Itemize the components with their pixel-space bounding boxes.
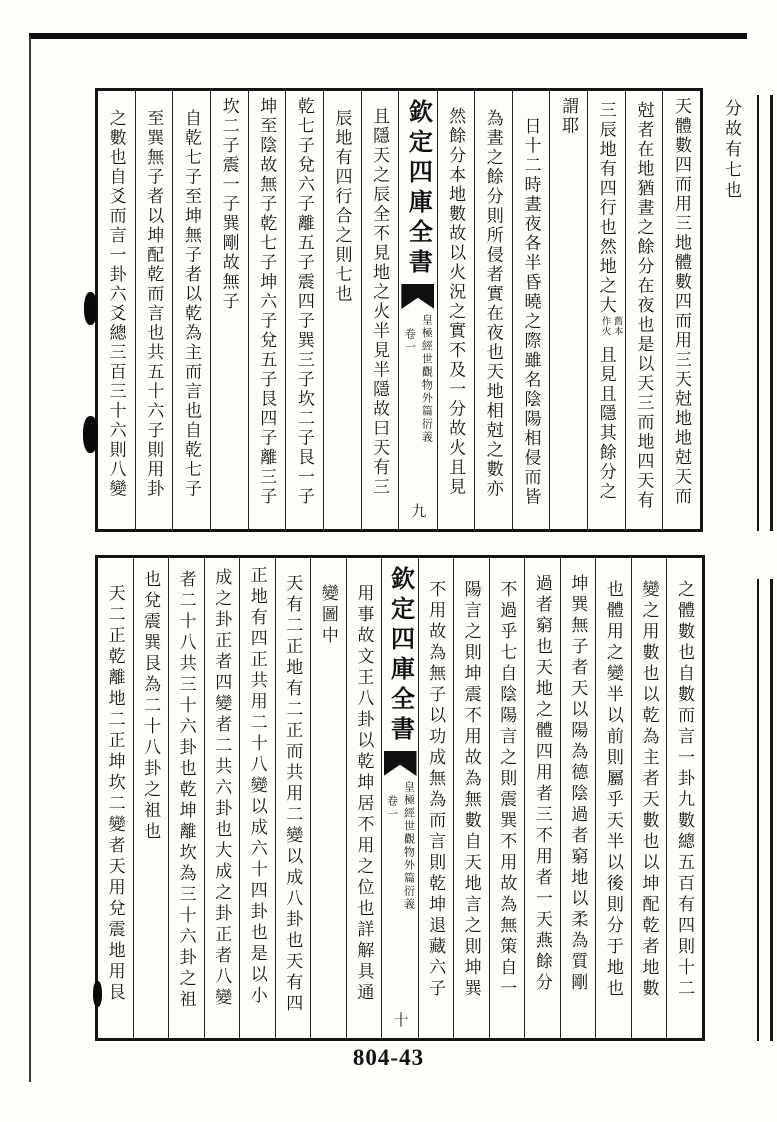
footer-plate-number: 804-43 (352, 1045, 425, 1070)
fishtail-ornament-icon (401, 284, 434, 309)
text-column: 變圖中 (310, 558, 346, 1038)
note-right-line: 舊本 (611, 315, 622, 336)
banxin-subtitle (384, 781, 417, 1012)
text-column: 乾七子兌六子離五子震四子巽三子坎二子艮一子 (285, 91, 323, 529)
text-column (587, 91, 625, 529)
scan-frame-left (29, 36, 31, 1082)
folio-number: 十 (391, 1012, 408, 1027)
text-column: 天有二正地有二正而共用二變以成八卦也天有四 (275, 558, 311, 1038)
note-left-line: 作火 (599, 315, 610, 336)
text-column: 也兌震巽艮為二十八卦之祖也 (133, 558, 169, 1038)
text-column: 天體數四而用三地體數四而用三天尅地地尅天而 (662, 91, 700, 529)
interlinear-note (597, 316, 623, 346)
text-column: 成之卦正者四變者二共六卦也大成之卦正者八變 (204, 558, 240, 1038)
scan-frame-top (29, 33, 747, 39)
text-column: 且隱天之辰全不見地之火半見半隱故曰天有三 (361, 91, 399, 529)
text-column: 尅者在地猶晝之餘分在夜也是以天三而地四天有 (625, 91, 663, 529)
text-column: 自乾七子至坤無子者以乾為主而言也自乾七子 (172, 91, 210, 529)
book-title: 皇極經世觀物外篇衍義 (402, 781, 415, 911)
text-column: 之體數也自數而言一卦九數總五百有四則十二 (666, 558, 702, 1038)
text-column: 陽言之則坤震不用故為無數自天地言之則坤巽 (453, 558, 489, 1038)
margin-rule (757, 579, 759, 1041)
column-text: 且見且隱其餘分之 (596, 345, 616, 502)
banxin-series-title: 欽定四庫全書 (386, 566, 413, 746)
volume-label: 卷一 (403, 328, 416, 354)
text-column: 不用故為無子以功成無為而言則乾坤退藏六子 (418, 558, 454, 1038)
text-column: 辰地有四行合之則七也 (323, 91, 361, 529)
text-column: 正地有四正共用二十八變以成六十四卦也是以小 (239, 558, 275, 1038)
ink-blot (93, 981, 102, 1007)
margin-note-column: 分故有七也 (722, 99, 741, 202)
text-column: 之數也自爻而言一卦六爻總三百三十六則八變 (106, 109, 126, 499)
book-title: 皇極經世觀物外篇衍義 (420, 314, 433, 444)
margin-rule (757, 95, 759, 531)
text-column: 為晝之餘分則所侵者實在夜也天地相尅之數亦 (474, 91, 512, 529)
banxin-series-title: 欽定四庫全書 (404, 99, 431, 279)
text-column: 至巽無子者以坤配乾而言也共五十六子則用卦 (135, 91, 173, 529)
text-column: 然餘分本地數故以火況之實不及一分故火且見 (437, 91, 475, 529)
margin-rule (770, 95, 773, 531)
margin-rule (770, 579, 773, 1041)
banxin-column (398, 91, 436, 529)
banxin-subtitle (401, 314, 434, 503)
folio-number: 九 (409, 503, 426, 518)
text-column: 坤至陰故無子乾七子坤六子兌五子艮四子離三子 (248, 91, 286, 529)
text-column: 不過乎七自陰陽言之則震巽不用故為無策自一 (489, 558, 525, 1038)
text-column: 過者窮也天地之體四用者三不用者一天燕餘分 (524, 558, 560, 1038)
banxin-column (381, 558, 417, 1038)
ink-blot (83, 416, 98, 453)
text-column: 用事故文王八卦以乾坤居不用之位也詳解具通 (346, 558, 382, 1038)
fishtail-ornament-icon (384, 751, 417, 776)
text-column: 坤巽無子者天以陽為德陰過者窮地以柔為質剛 (560, 558, 596, 1038)
text-column: 天二正乾離地二正坤坎二變者天用兌震地用艮 (105, 584, 125, 1004)
ink-blot (84, 292, 97, 325)
text-column: 者二十八共三十六卦也乾坤離坎為三十六卦之祖 (168, 558, 204, 1038)
column-text: 三辰地有四行也然地之大 (596, 101, 616, 316)
volume-label: 卷一 (385, 795, 398, 821)
page-bottom (95, 555, 705, 1041)
text-column: 坎二子震一子巽剛故無子 (210, 91, 248, 529)
text-column: 謂耶 (549, 91, 587, 529)
text-column: 也體用之變半以前則屬乎天半以後則分于地也 (595, 558, 631, 1038)
page-top (95, 88, 703, 532)
text-column: 日十二時晝夜各半昏曉之際雖名陰陽相侵而皆 (512, 91, 550, 529)
text-column: 變之用數也以乾為主者天數也以坤配乾者地數 (631, 558, 667, 1038)
